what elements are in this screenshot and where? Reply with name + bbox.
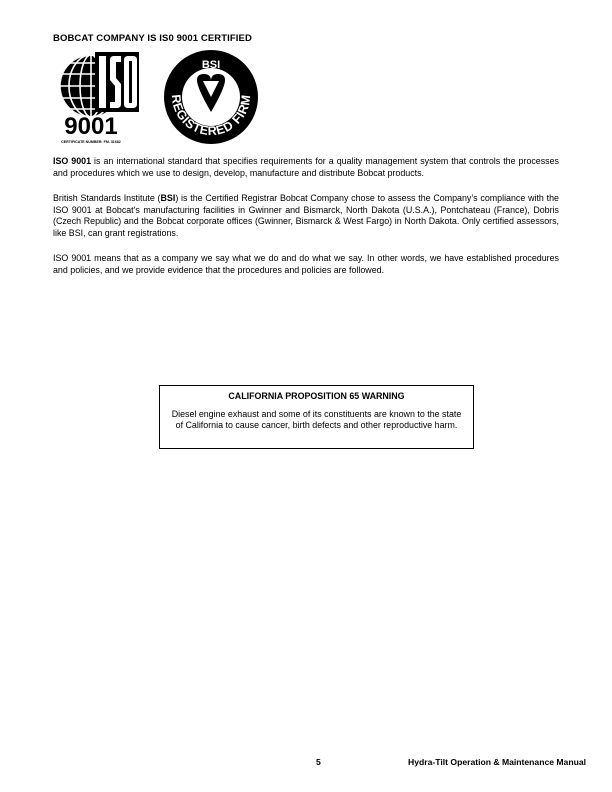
bsi-bold-term: BSI — [160, 193, 176, 203]
warning-body: Diesel engine exhaust and some of its constituents are known to the state of California to cause cancer, birth defects and other reproductive harm. — [171, 409, 462, 431]
bsi-description-pre: British Standards Institute ( — [53, 193, 161, 203]
iso-9001-description-text: is an international standard that specifies requirements for a quality management system that controls the processes and procedures which we use to design, develop, manufacture and distribute Bobcat products. — [53, 156, 559, 178]
bsi-text: BSI — [201, 59, 221, 71]
iso-9001-bold-term: ISO 9001 — [53, 156, 92, 166]
bsi-description — [53, 193, 559, 239]
california-prop65-warning-box — [159, 385, 474, 449]
bsi-description-post: ) is the Certified Registrar Bobcat Company chose to assess the Company’s compliance with the ISO 9001 at Bobcat's manufacturing facilities in Gwinner and Bismarck, North Dakota (U.S.A.), Pontchateau (France), Dobris (Czech Republic) and the Bobcat corporate offices (Gwinner, Bismarck & West Fargo) in North Dakota. Only certified assessors, like BSI, can grant registrations. — [53, 193, 559, 238]
iso-9001-logo — [53, 50, 143, 145]
iso-certificate-number: CERTIFICATE NUMBER: FM. 31682 — [61, 140, 121, 144]
iso-number: 9001 — [64, 113, 118, 140]
warning-title: CALIFORNIA PROPOSITION 65 WARNING — [228, 391, 405, 401]
bsi-registered-firm-logo — [160, 50, 262, 146]
manual-title: Hydra-Tilt Operation & Maintenance Manual — [408, 757, 586, 767]
iso-9001-meaning: ISO 9001 means that as a company we say what we do and do what we say. In other words, we have established procedures and policies, and we provide evidence that the procedures and policies are followed. — [53, 253, 559, 275]
bsi-ring-text: REGISTERED FIRM — [168, 93, 254, 139]
page-number: 5 — [316, 757, 321, 767]
iso-9001-description — [53, 156, 559, 179]
page-heading: BOBCAT COMPANY IS IS0 9001 CERTIFIED — [53, 33, 252, 44]
